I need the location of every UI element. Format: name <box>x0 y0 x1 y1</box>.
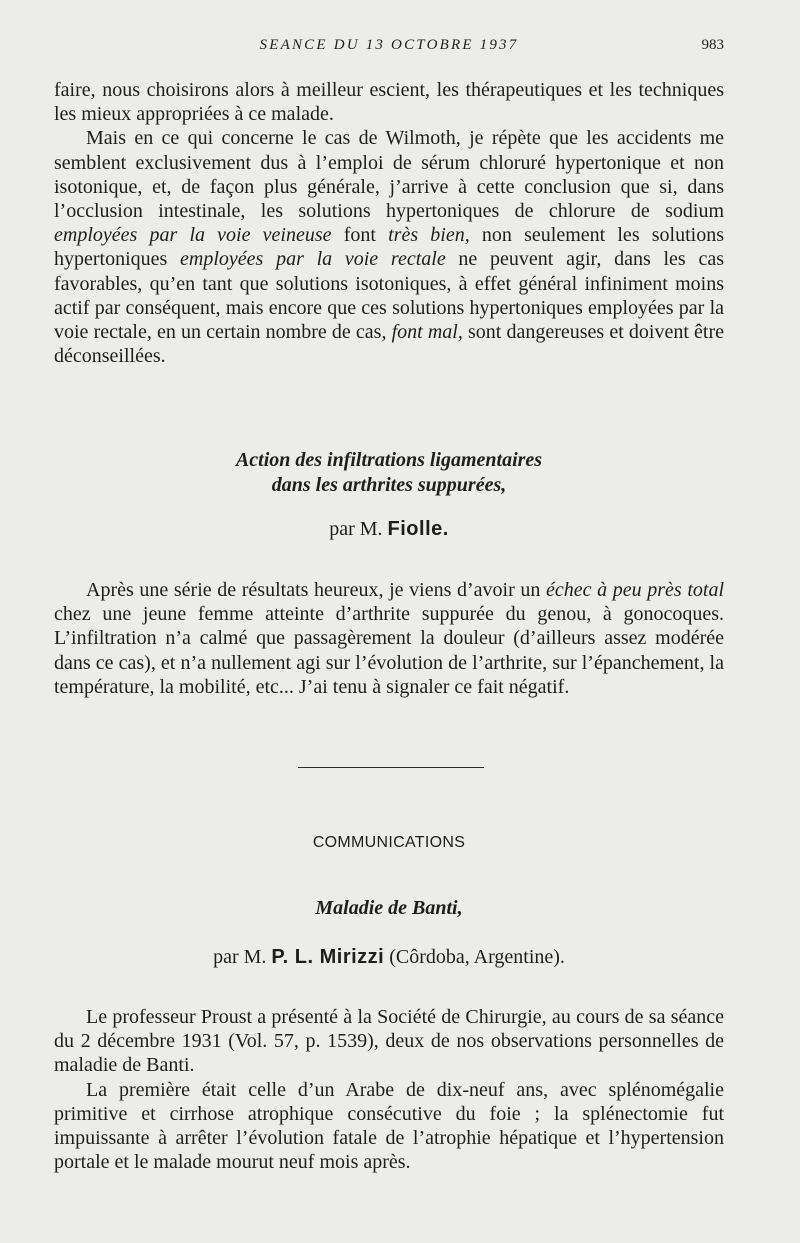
page-header <box>54 37 724 57</box>
article-2-byline <box>54 945 724 970</box>
byline-prefix: par M. <box>213 945 272 968</box>
text-run: sont dangereuses et doivent être déconseillées. <box>54 321 724 368</box>
section-heading: COMMUNICATIONS <box>312 834 466 851</box>
text-run: non seulement les solutions hypertoniques <box>54 224 725 271</box>
article-1-paragraph <box>54 578 724 699</box>
italic-run: employées par la voie rectale <box>180 248 446 271</box>
article-2-title: Maladie de Banti, <box>315 897 463 919</box>
author-name: Fiolle. <box>387 518 449 540</box>
byline-prefix: par M. <box>329 518 388 540</box>
running-title: SEANCE DU 13 OCTOBRE 1937 <box>259 37 519 53</box>
article-2-heading <box>54 896 724 969</box>
article-2-paragraph-2: La première était celle d’un Arabe de dix-neuf ans, avec splénomégalie primitive et cirrhose atrophique consécutive du foie ; la splénectomie fut impuissante à arrêter l’évolution fatale de l’atrophie hépatique et l’hypertension portale et le malade mourut neuf mois après. <box>54 1078 724 1174</box>
text-run: Mais en ce qui concerne le cas de Wilmoth, je répète que les accidents me semblent exclusivement dus à l’emploi de sérum chloruré hypertonique et non isotonique, et, de façon plus générale, j’arrive à cette conclusion que si, dans l’occlusion intestinale, les solutions hypertoniques de chlorure de sodium <box>54 127 724 223</box>
article-2-body <box>54 1005 724 1174</box>
byline-suffix: (Côrdoba, Argentine). <box>384 945 565 968</box>
article-1-body <box>54 578 724 699</box>
article-1-heading <box>54 448 724 542</box>
text-run: Après une série de résultats heureux, je viens d’avoir un <box>86 579 546 601</box>
discussion-text <box>54 78 724 368</box>
article-1-title-line-2: dans les arthrites suppurées, <box>271 473 507 496</box>
article-1-byline <box>54 517 724 542</box>
discussion-paragraph-1: faire, nous choisirons alors à meilleur escient, les thérapeutiques et les techniques les mieux appropriées à ce malade. <box>54 79 724 126</box>
article-1-title-line-1: Action des infiltrations ligamentaires <box>235 449 543 471</box>
page-number: 983 <box>701 37 724 53</box>
italic-run: font mal, <box>391 321 463 344</box>
text-run: chez une jeune femme atteinte d’arthrite suppurée du genou, à gonocoques. L’infiltration n’a calmé que passagèrement la douleur (d’ailleurs assez modérée dans ce cas), et n’a nullement agi sur l’évolution de l’arthrite, sur l’épanchement, la température, la mobilité, etc... J’ai tenu à signaler ce fait négatif. <box>54 603 724 698</box>
author-name: P. L. Mirizzi <box>271 945 385 968</box>
italic-run: employées par la voie veineuse <box>54 224 332 247</box>
italic-run: très bien, <box>388 224 470 247</box>
text-run: font <box>331 224 389 247</box>
italic-run: échec à peu près total <box>546 579 724 601</box>
text-run: ne peuvent agir, dans les cas favorables, qu’en tant que solutions isotoniques, à effet général infiniment moins actif par conséquent, mais encore que ces solutions hypertoniques employées par la voie rectale, en un certain nombre de cas, <box>54 248 724 344</box>
article-2-paragraph-1: Le professeur Proust a présenté à la Société de Chirurgie, au cours de sa séance du 2 décembre 1931 (Vol. 57, p. 1539), deux de nos observations personnelles de maladie de Banti. <box>54 1006 724 1077</box>
section-divider <box>298 767 484 768</box>
discussion-paragraph-2 <box>54 126 724 368</box>
